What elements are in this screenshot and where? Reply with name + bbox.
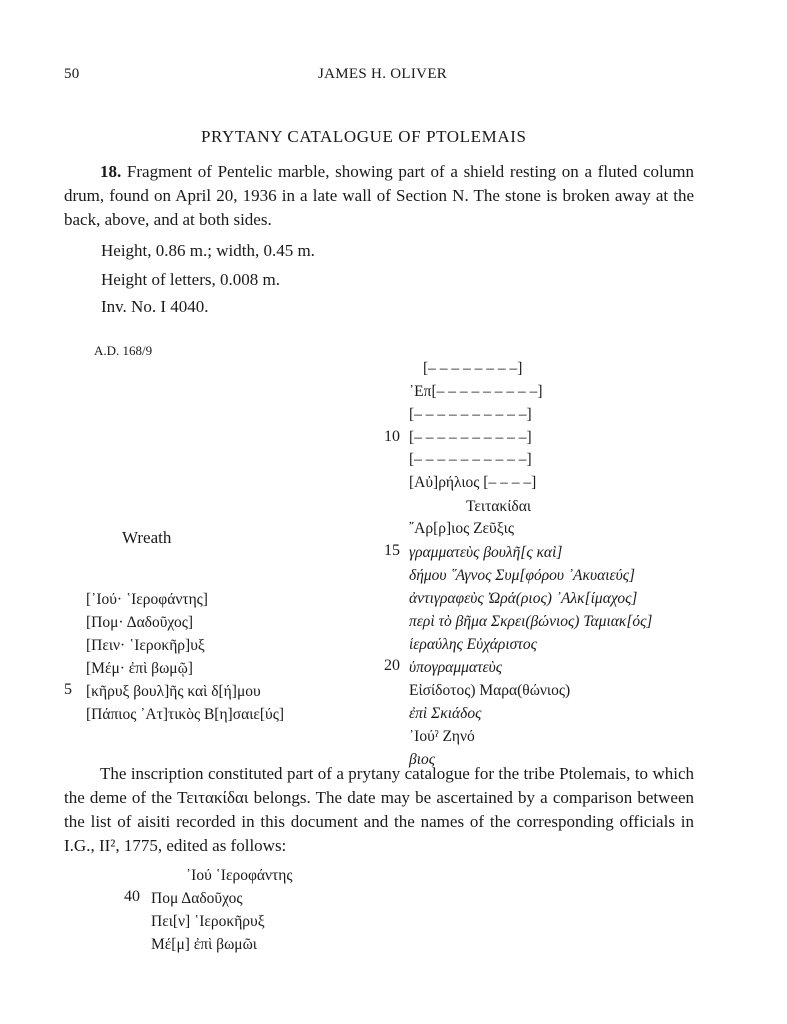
inscription-line: ᾽Ιούˀ Ζηνό [409,728,475,745]
inscription-line: [κῆρυξ βουλ]ῆς καὶ δ[ή]μου [86,683,261,700]
line-number: 20 [384,657,400,674]
inscription-line: [– – – – – – – – – –] [409,406,532,423]
excerpt-line: Πει[ν] ῾Ιεροκῆρυξ [151,913,265,930]
inscription-line: βιος [409,751,436,768]
section-title: PRYTANY CATALOGUE OF PTOLEMAIS [201,127,527,146]
inscription-line: ἀντιγραφεὺς Ὠρά(ριος) ᾽Αλκ[ίμαχος] [409,590,638,607]
inscription-line: ἐπὶ Σκιάδος [409,705,482,722]
measurement-letters: Height of letters, 0.008 m. [101,270,280,289]
inventory-number: Inv. No. I 4040. [101,297,209,316]
inscription-line: ῎Αρ[ρ]ιος Ζεῦξις [409,520,514,537]
inscription-line: δήμου ῞Αγνος Συμ[φόρου ᾽Ακυαιεύς] [409,567,636,584]
inscription-line: ᾽Επ[– – – – – – – – –] [409,383,543,400]
excerpt-line: Μέ[μ] ἐπὶ βωμῶι [151,936,257,953]
inscription-line: [– – – – – – – –] [423,360,523,377]
inscription-line: [Πομ· Δαδοῦχος] [86,614,194,631]
inscription-line: [Μέμ· ἐπὶ βωμῷ] [86,660,193,677]
entry-number: 18. [100,162,122,181]
inscription-line: [– – – – – – – – – –] [409,429,532,446]
inscription-line: γραμματεὺς βουλῆ[ς καὶ] [409,544,563,561]
excerpt-line: Πομ Δαδοῦχος [151,890,243,907]
excerpt-line: ᾽Ιού ῾Ιεροφάντης [186,867,293,884]
inscription-line: [Πάπιος ᾽Ατ]τικὸς Β[η]σαιε[ύς] [86,706,285,723]
tribe-name: Τειτακίδαι [466,498,532,515]
inscription-line: [Αὐ]ρήλιος [– – – –] [409,474,537,491]
body-paragraph: The inscription constituted part of a prytany catalogue for the tribe Ptolemais, to which the deme of the Τειτακίδαι belongs. The date may be ascertained by a comparison between the list of aisiti recorded in this document and the names of the corresponding officials in I.G., II², 1775, edited as follows: [64,764,694,855]
line-number: 5 [64,681,72,698]
running-head: JAMES H. OLIVER [318,66,448,82]
wreath-label: Wreath [122,528,172,547]
inscription-line: ὑπογραμματεὺς [409,659,503,676]
inscription-line: [– – – – – – – – – –] [409,451,532,468]
inscription-line: ἱεραύλης Εὐχάριστος [409,636,537,653]
inscription-date: A.D. 168/9 [94,343,153,358]
line-number: 10 [384,428,400,445]
line-number: 40 [124,888,140,905]
line-number: 15 [384,542,400,559]
page-number: 50 [64,66,80,82]
intro-paragraph [64,160,694,232]
inscription-line: [Πειν· ῾Ιεροκῆρ]υξ [86,637,205,654]
inscription-line: Εἰσίδοτος) Μαρα(θώνιος) [409,682,571,699]
inscription-line: περὶ τὸ βῆμα Σκρει(βώνιος) Ταμιακ[ός] [409,613,653,630]
intro-text: Fragment of Pentelic marble, showing part of a shield resting on a fluted column drum, found on April 20, 1936 in a late wall of Section N. The stone is broken away at the back, above, and at both sides. [64,162,694,229]
measurement-height: Height, 0.86 m.; width, 0.45 m. [101,241,315,260]
inscription-line: [᾽Ιού· ῾Ιεροφάντης] [86,591,208,608]
